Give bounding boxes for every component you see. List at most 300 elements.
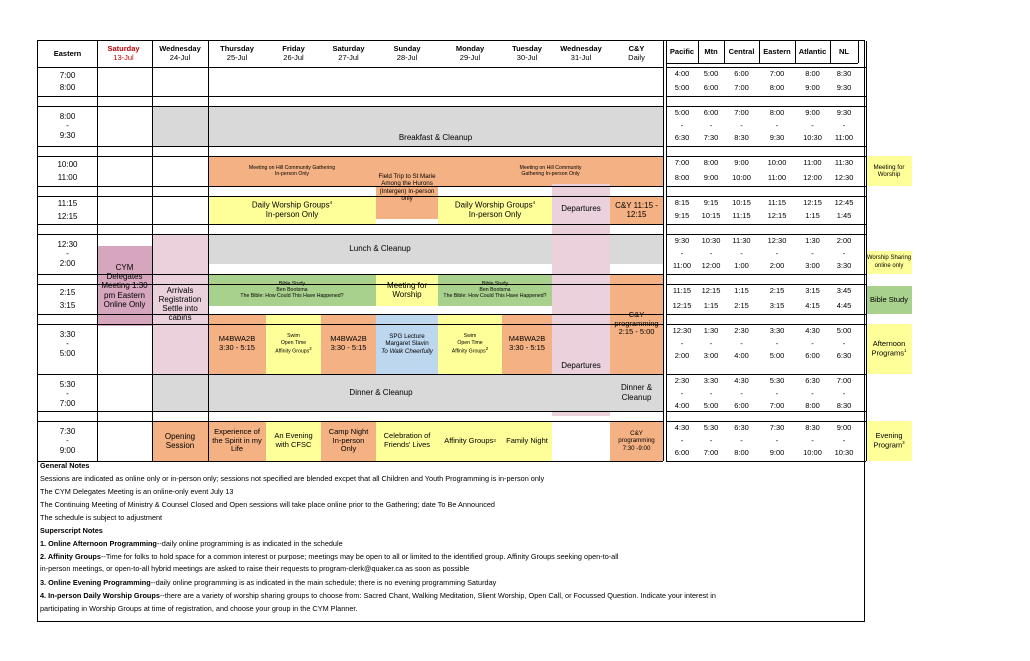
grid-line (666, 274, 866, 275)
time-value: 11:30 (834, 158, 854, 167)
grid-line (38, 314, 663, 315)
time-value: 10:15 (701, 211, 721, 221)
time-dash: - (842, 338, 846, 348)
zone-time-cell (759, 324, 795, 364)
opening-session: Opening Session (152, 421, 208, 461)
zone-time-cell (724, 156, 759, 186)
header-thu-25 (208, 41, 266, 67)
time-value: 4:00 (734, 351, 749, 361)
general-note: The CYM Delegates Meeting is an online-only event July 13 (40, 487, 234, 496)
general-notes-title: General Notes (40, 461, 90, 470)
time-value: 6:00 (734, 401, 749, 411)
time-value: 8:30 (805, 423, 820, 432)
time-end: 5:00 (59, 348, 76, 358)
time-value: 5:00 (703, 401, 719, 411)
time-value: 5:00 (674, 83, 690, 93)
time-value: 7:00 (674, 158, 690, 167)
family-night: Family Night (502, 421, 552, 461)
header-day: Wednesday (159, 44, 201, 54)
superscript-note-4 (38, 592, 716, 600)
time-dash: - (709, 248, 713, 258)
grid-line (38, 67, 663, 68)
online-afternoon (866, 324, 912, 374)
time-start: 7:30 (59, 427, 76, 437)
experience-of-spirit: Experience of the Spirit in my Life (208, 421, 266, 461)
online-worship-sharing: Worship Sharing online only (866, 251, 912, 274)
time-value: 8:00 (805, 69, 820, 78)
time-value: 10:00 (767, 158, 787, 167)
header-eastern: Eastern (53, 48, 82, 58)
time-dash: - (811, 338, 814, 348)
zone-time-cell (666, 324, 698, 364)
time-value: 5:30 (769, 376, 785, 385)
grid-line (666, 314, 866, 315)
bible-study-1 (208, 274, 376, 306)
worship-groups-sub: In-person Only (265, 210, 319, 220)
time-value: 3:15 (769, 301, 785, 311)
time-value: 8:00 (805, 401, 820, 411)
zone-time-cell (666, 67, 698, 96)
lunch-cleanup: Lunch & Cleanup (208, 234, 552, 264)
worship-groups-title: Daily Worship Groups (251, 201, 330, 211)
m4bwa2b-tue (502, 314, 552, 374)
header-zone: NL (839, 46, 849, 56)
time-dash: - (811, 435, 814, 445)
time-value: 6:30 (805, 376, 820, 385)
grid-line (666, 324, 866, 325)
grid-line (97, 41, 98, 461)
grid-line (38, 461, 663, 462)
time-value: 9:15 (674, 211, 690, 221)
grid-line (666, 411, 866, 412)
grid-line (666, 421, 866, 422)
time-value: 8:00 (734, 448, 749, 458)
time-value: 12:30 (672, 326, 692, 335)
grid-line (666, 461, 866, 462)
time-value: 10:00 (732, 173, 751, 183)
grid-line (666, 186, 866, 187)
time-value: 2:30 (734, 326, 749, 335)
zone-time-cell (759, 284, 795, 314)
online-meeting-worship: Meeting for Worship (866, 156, 912, 186)
time-dash: - (775, 120, 779, 130)
time-value: 8:00 (769, 83, 785, 93)
time-value: 3:30 (703, 376, 719, 385)
zone-time-cell (666, 156, 698, 186)
time-dash: - (842, 248, 846, 258)
time-dash: - (709, 120, 713, 130)
time-value: 3:00 (703, 351, 719, 361)
superscript: 3 (902, 440, 905, 446)
time-dash: - (66, 389, 69, 399)
grid-line (666, 234, 866, 235)
grid-line (759, 41, 760, 63)
time-value: 12:45 (834, 198, 854, 207)
time-value: 7:00 (734, 108, 749, 117)
time-value: 3:30 (836, 261, 852, 271)
superscript-note-2-cont: in-person meetings, or open-to-all hybrid meetings are asked to raise their requests to program-clerk@quaker.ca as soon as possible (40, 564, 470, 573)
time-dash: - (66, 339, 69, 349)
time-value: 6:00 (703, 83, 719, 93)
header-zone: Pacific (669, 46, 695, 56)
zone-time-cell (698, 324, 724, 364)
grid-line (38, 96, 663, 97)
wed24-breakfast-gray (152, 106, 210, 146)
time-value: 12:00 (701, 261, 721, 271)
zone-time-cell (666, 106, 698, 146)
time-value: 11:00 (672, 261, 692, 271)
time-value: 10:15 (732, 198, 751, 207)
header-date: 30-Jul (516, 53, 538, 62)
time-value: 10:30 (834, 448, 854, 458)
grid-line (663, 41, 664, 461)
zone-time-cell (795, 421, 830, 461)
grid-line (38, 146, 663, 147)
eastern-time-block (38, 67, 97, 96)
header-day: Friday (282, 44, 305, 54)
grid-line (795, 41, 796, 63)
time-start: 7:00 (59, 70, 76, 80)
eastern-time-block (38, 421, 97, 461)
departures-2: Departures (561, 361, 601, 371)
grid-line (724, 41, 725, 63)
superscript: 4 (532, 200, 536, 206)
grid-line (666, 156, 866, 157)
time-start: 10:00 (57, 160, 78, 170)
zone-time-cell (830, 156, 858, 186)
time-end: 11:00 (57, 172, 78, 182)
time-value: 9:00 (836, 423, 852, 432)
bible-study-leader: Ben Bootsma (276, 286, 308, 293)
time-value: 6:00 (734, 69, 749, 78)
time-start: 3:30 (59, 330, 76, 340)
cy-1115: C&Y 11:15 - 12:15 (610, 196, 663, 224)
zone-time-cell (830, 196, 858, 224)
grid-line (152, 41, 153, 461)
header-date: 29-Jul (459, 53, 481, 62)
time-value: 1:15 (734, 286, 749, 295)
time-value: 10:00 (803, 448, 822, 458)
meeting-on-hill-1: Meeting on Hill Community Gathering In-person Only (208, 156, 376, 186)
time-value: 7:00 (836, 376, 852, 385)
grid-line (666, 41, 667, 461)
breakfast-cleanup: Breakfast & Cleanup (208, 106, 663, 146)
time-dash: - (775, 388, 779, 398)
grid-line (38, 196, 663, 197)
header-date: 13-Jul (113, 53, 134, 62)
time-value: 9:00 (734, 158, 749, 167)
swim-fri (266, 314, 321, 374)
arrivals: Arrivals Registration Settle into cabins (152, 234, 208, 374)
superscript: 2 (485, 345, 489, 351)
meeting-for-worship: Meeting for Worship (376, 274, 438, 306)
superscript: 4 (329, 200, 333, 206)
time-end: 3:15 (59, 300, 76, 310)
grid-line (666, 106, 866, 107)
grid-line (666, 67, 866, 68)
time-value: 8:30 (734, 133, 749, 143)
grid-line (698, 41, 699, 63)
departures-1: Departures (561, 204, 601, 214)
time-dash: - (842, 388, 846, 398)
header-day: Wednesday (560, 44, 602, 54)
time-end: 2:00 (59, 258, 76, 268)
zone-time-cell (795, 284, 830, 314)
time-value: 1:30 (805, 236, 820, 245)
zone-time-cell (759, 421, 795, 461)
time-value: 9:00 (769, 448, 785, 458)
time-start: 2:15 (59, 288, 76, 298)
header-date: 24-Jul (169, 53, 191, 62)
grid-line (666, 63, 858, 64)
header-zone: Eastern (763, 46, 791, 56)
time-dash: - (775, 435, 779, 445)
time-value: 7:30 (769, 423, 785, 432)
zone-time-cell (724, 67, 759, 96)
zone-time-cell (795, 106, 830, 146)
time-dash: - (709, 388, 713, 398)
zone-time-cell (795, 67, 830, 96)
grid-line (38, 274, 663, 275)
superscript-note-3 (38, 579, 496, 587)
m4bwa2b-sat (321, 314, 376, 374)
time-value: 8:00 (703, 158, 719, 167)
bible-study-topic: The Bible: How Could This Have Happened? (443, 293, 547, 300)
worship-groups-1 (208, 196, 376, 224)
time-value: 9:30 (674, 236, 690, 245)
header-date: 25-Jul (226, 53, 248, 62)
header-date: 26-Jul (283, 53, 304, 62)
zone-time-cell (759, 67, 795, 96)
header-day: Saturday (107, 44, 140, 54)
time-dash: - (842, 120, 846, 130)
time-dash: - (709, 435, 713, 445)
header-wed-31 (552, 41, 610, 67)
time-dash: - (775, 248, 779, 258)
zone-time-cell (724, 234, 759, 274)
m4bwa2b-title: M4BWA2B (218, 334, 256, 344)
header-day: Saturday (332, 44, 365, 54)
header-wed-24 (152, 41, 208, 67)
swim-title: Swim (463, 333, 477, 340)
time-value: 8:30 (836, 401, 852, 411)
time-end: 12:15 (57, 211, 78, 221)
time-value: 4:45 (836, 301, 852, 311)
eastern-time-block (38, 374, 97, 414)
zone-time-cell (724, 196, 759, 224)
bible-study-title: Bible Study (481, 280, 509, 287)
online-afternoon-label: Afternoon Programs (871, 338, 906, 358)
time-dash: - (811, 388, 814, 398)
general-note: The schedule is subject to adjustment (40, 513, 163, 522)
time-value: 10:30 (701, 236, 721, 245)
note-bold: 1. Online Afternoon Programming (40, 539, 157, 548)
grid-line (38, 374, 663, 375)
time-dash: - (680, 338, 684, 348)
grid-line (666, 96, 866, 97)
time-start: 5:30 (59, 380, 76, 390)
time-value: 1:45 (836, 211, 852, 221)
affinity-groups-label: Affinity Groups (444, 435, 494, 445)
time-end: 9:00 (59, 445, 76, 455)
online-bible-study: Bible Study (866, 286, 912, 314)
time-value: 6:30 (674, 133, 690, 143)
time-dash: - (680, 120, 684, 130)
swim-affinity: Affinity Groups (275, 348, 310, 355)
spg-topic: To Walk Cheerfully (381, 347, 433, 355)
swim-title: Swim (287, 333, 300, 340)
zone-time-cell (795, 374, 830, 414)
zone-time-cell (830, 284, 858, 314)
eastern-time-block (38, 106, 97, 146)
time-dash: - (740, 435, 743, 445)
time-end: 9:30 (59, 130, 76, 140)
time-value: 4:00 (674, 401, 690, 411)
eastern-time-block (38, 156, 97, 186)
general-note: Sessions are indicated as online only or in-person only; sessions not specified are blended excpet that all Children and Youth Programming is in-person only (40, 474, 545, 483)
time-dash: - (775, 338, 779, 348)
time-dash: - (811, 120, 814, 130)
time-value: 11:00 (803, 158, 822, 167)
time-dash: - (680, 435, 684, 445)
header-fri-26 (266, 41, 321, 67)
time-value: 4:30 (674, 423, 690, 432)
grid-line (666, 284, 866, 285)
time-value: 2:15 (734, 301, 749, 311)
time-value: 5:00 (769, 351, 785, 361)
time-value: 6:00 (805, 351, 820, 361)
grid-line (38, 156, 663, 157)
zone-time-cell (724, 324, 759, 364)
time-value: 9:30 (836, 108, 852, 117)
header-zone: Atlantic (798, 46, 827, 56)
time-value: 5:00 (836, 326, 852, 335)
time-dash: - (740, 248, 743, 258)
time-value: 11:15 (732, 211, 751, 221)
time-dash: - (680, 248, 684, 258)
cy-lunch-gray (610, 234, 663, 264)
zone-time-cell (724, 374, 759, 414)
time-value: 9:00 (703, 173, 719, 183)
time-value: 8:00 (674, 173, 690, 183)
time-value: 1:15 (805, 211, 820, 221)
zone-time-cell (698, 156, 724, 186)
spg-lecture (376, 314, 438, 374)
time-value: 7:00 (769, 69, 785, 78)
meeting-on-hill-2: Meeting on Hill Community Gathering In-person Only (438, 156, 663, 186)
time-value: 4:30 (734, 376, 749, 385)
grid-line (208, 41, 209, 461)
time-dash: - (709, 338, 713, 348)
grid-line (866, 41, 867, 461)
note-bold: 2. Affinity Groups (40, 552, 101, 561)
m4bwa2b-title: M4BWA2B (508, 334, 546, 344)
grid-line (666, 224, 866, 225)
evening-with-cfsc: An Evening with CFSC (266, 421, 321, 461)
cy-programming: C&Y programming 2:15 - 5:00 (610, 274, 663, 374)
time-value: 12:15 (701, 286, 721, 295)
zone-time-cell (830, 421, 858, 461)
time-start: 11:15 (57, 199, 78, 209)
note-bold: 4. In-person Daily Worship Groups (40, 591, 160, 600)
superscript: 1 (904, 348, 907, 354)
time-value: 8:15 (674, 198, 690, 207)
header-day: Sunday (393, 44, 421, 54)
grid-line (830, 41, 831, 63)
time-value: 2:00 (836, 236, 852, 245)
time-value: 9:00 (805, 83, 820, 93)
grid-line (38, 421, 663, 422)
m4bwa2b-time: 3:30 - 5:15 (219, 343, 255, 352)
m4bwa2b-time: 3:30 - 5:15 (509, 343, 545, 352)
celebration-lives: Celebration of Friends' Lives (376, 421, 438, 461)
time-value: 10:30 (803, 133, 822, 143)
swim-open: Open Time (280, 339, 307, 346)
header-cy-line2: Daily (628, 53, 645, 62)
time-value: 1:30 (703, 326, 719, 335)
time-value: 3:30 (769, 326, 785, 335)
time-dash: - (66, 121, 69, 131)
bible-study-topic: The Bible: How Could This Have Happened? (240, 293, 344, 300)
time-value: 12:15 (767, 211, 787, 221)
zone-time-cell (795, 324, 830, 364)
grid-line (858, 41, 859, 63)
swim-mon (438, 314, 502, 374)
field-trip: Field Trip to St Marie Among the Hurons (Intergen) In-person only (376, 156, 438, 219)
header-tue-30 (502, 41, 552, 67)
time-value: 2:30 (674, 376, 690, 385)
superscript-note-4-cont: participating in Worship Groups at time of registration, and choose your group in the CYM Planner. (40, 604, 358, 613)
zone-time-cell (698, 374, 724, 414)
time-value: 5:00 (674, 108, 690, 117)
zone-time-cell (759, 156, 795, 186)
zone-time-cell (698, 284, 724, 314)
cym-delegates: CYM Delegates Meeting 1:30 pm Eastern Online Only (97, 246, 152, 326)
time-value: 3:00 (805, 261, 820, 271)
header-mon-29 (438, 41, 502, 67)
online-evening-label: Evening Program (873, 430, 903, 450)
header-cy (610, 41, 663, 67)
zone-time-cell (666, 196, 698, 224)
time-dash: - (680, 388, 684, 398)
time-dash: - (842, 435, 846, 445)
grid-line (38, 224, 663, 225)
zone-time-cell (795, 196, 830, 224)
bible-study-2 (438, 274, 552, 306)
swim-open: Open Time (457, 339, 483, 346)
time-dash: - (740, 120, 743, 130)
worship-groups-title: Daily Worship Groups (454, 201, 533, 211)
time-value: 7:00 (703, 448, 719, 458)
header-date: 27-Jul (338, 53, 359, 62)
time-value: 9:00 (805, 108, 820, 117)
header-zone: Mtn (704, 46, 718, 56)
zone-time-cell (830, 234, 858, 274)
header-saturday-13 (97, 41, 150, 67)
zone-time-cell (698, 106, 724, 146)
bible-study-leader: Ben Bootsma (479, 286, 511, 293)
time-value: 4:15 (805, 301, 820, 311)
time-value: 12:30 (834, 173, 854, 183)
cy-dinner: Dinner & Cleanup (610, 374, 663, 411)
time-value: 11:00 (834, 133, 854, 143)
zone-time-cell (830, 324, 858, 364)
swim-affinity: Affinity Groups (451, 348, 486, 355)
worship-groups-sub: In-person Only (468, 210, 522, 220)
zone-time-cell (666, 374, 698, 414)
note-bold: 3. Online Evening Programming (40, 578, 151, 587)
header-date: 28-Jul (396, 53, 418, 62)
